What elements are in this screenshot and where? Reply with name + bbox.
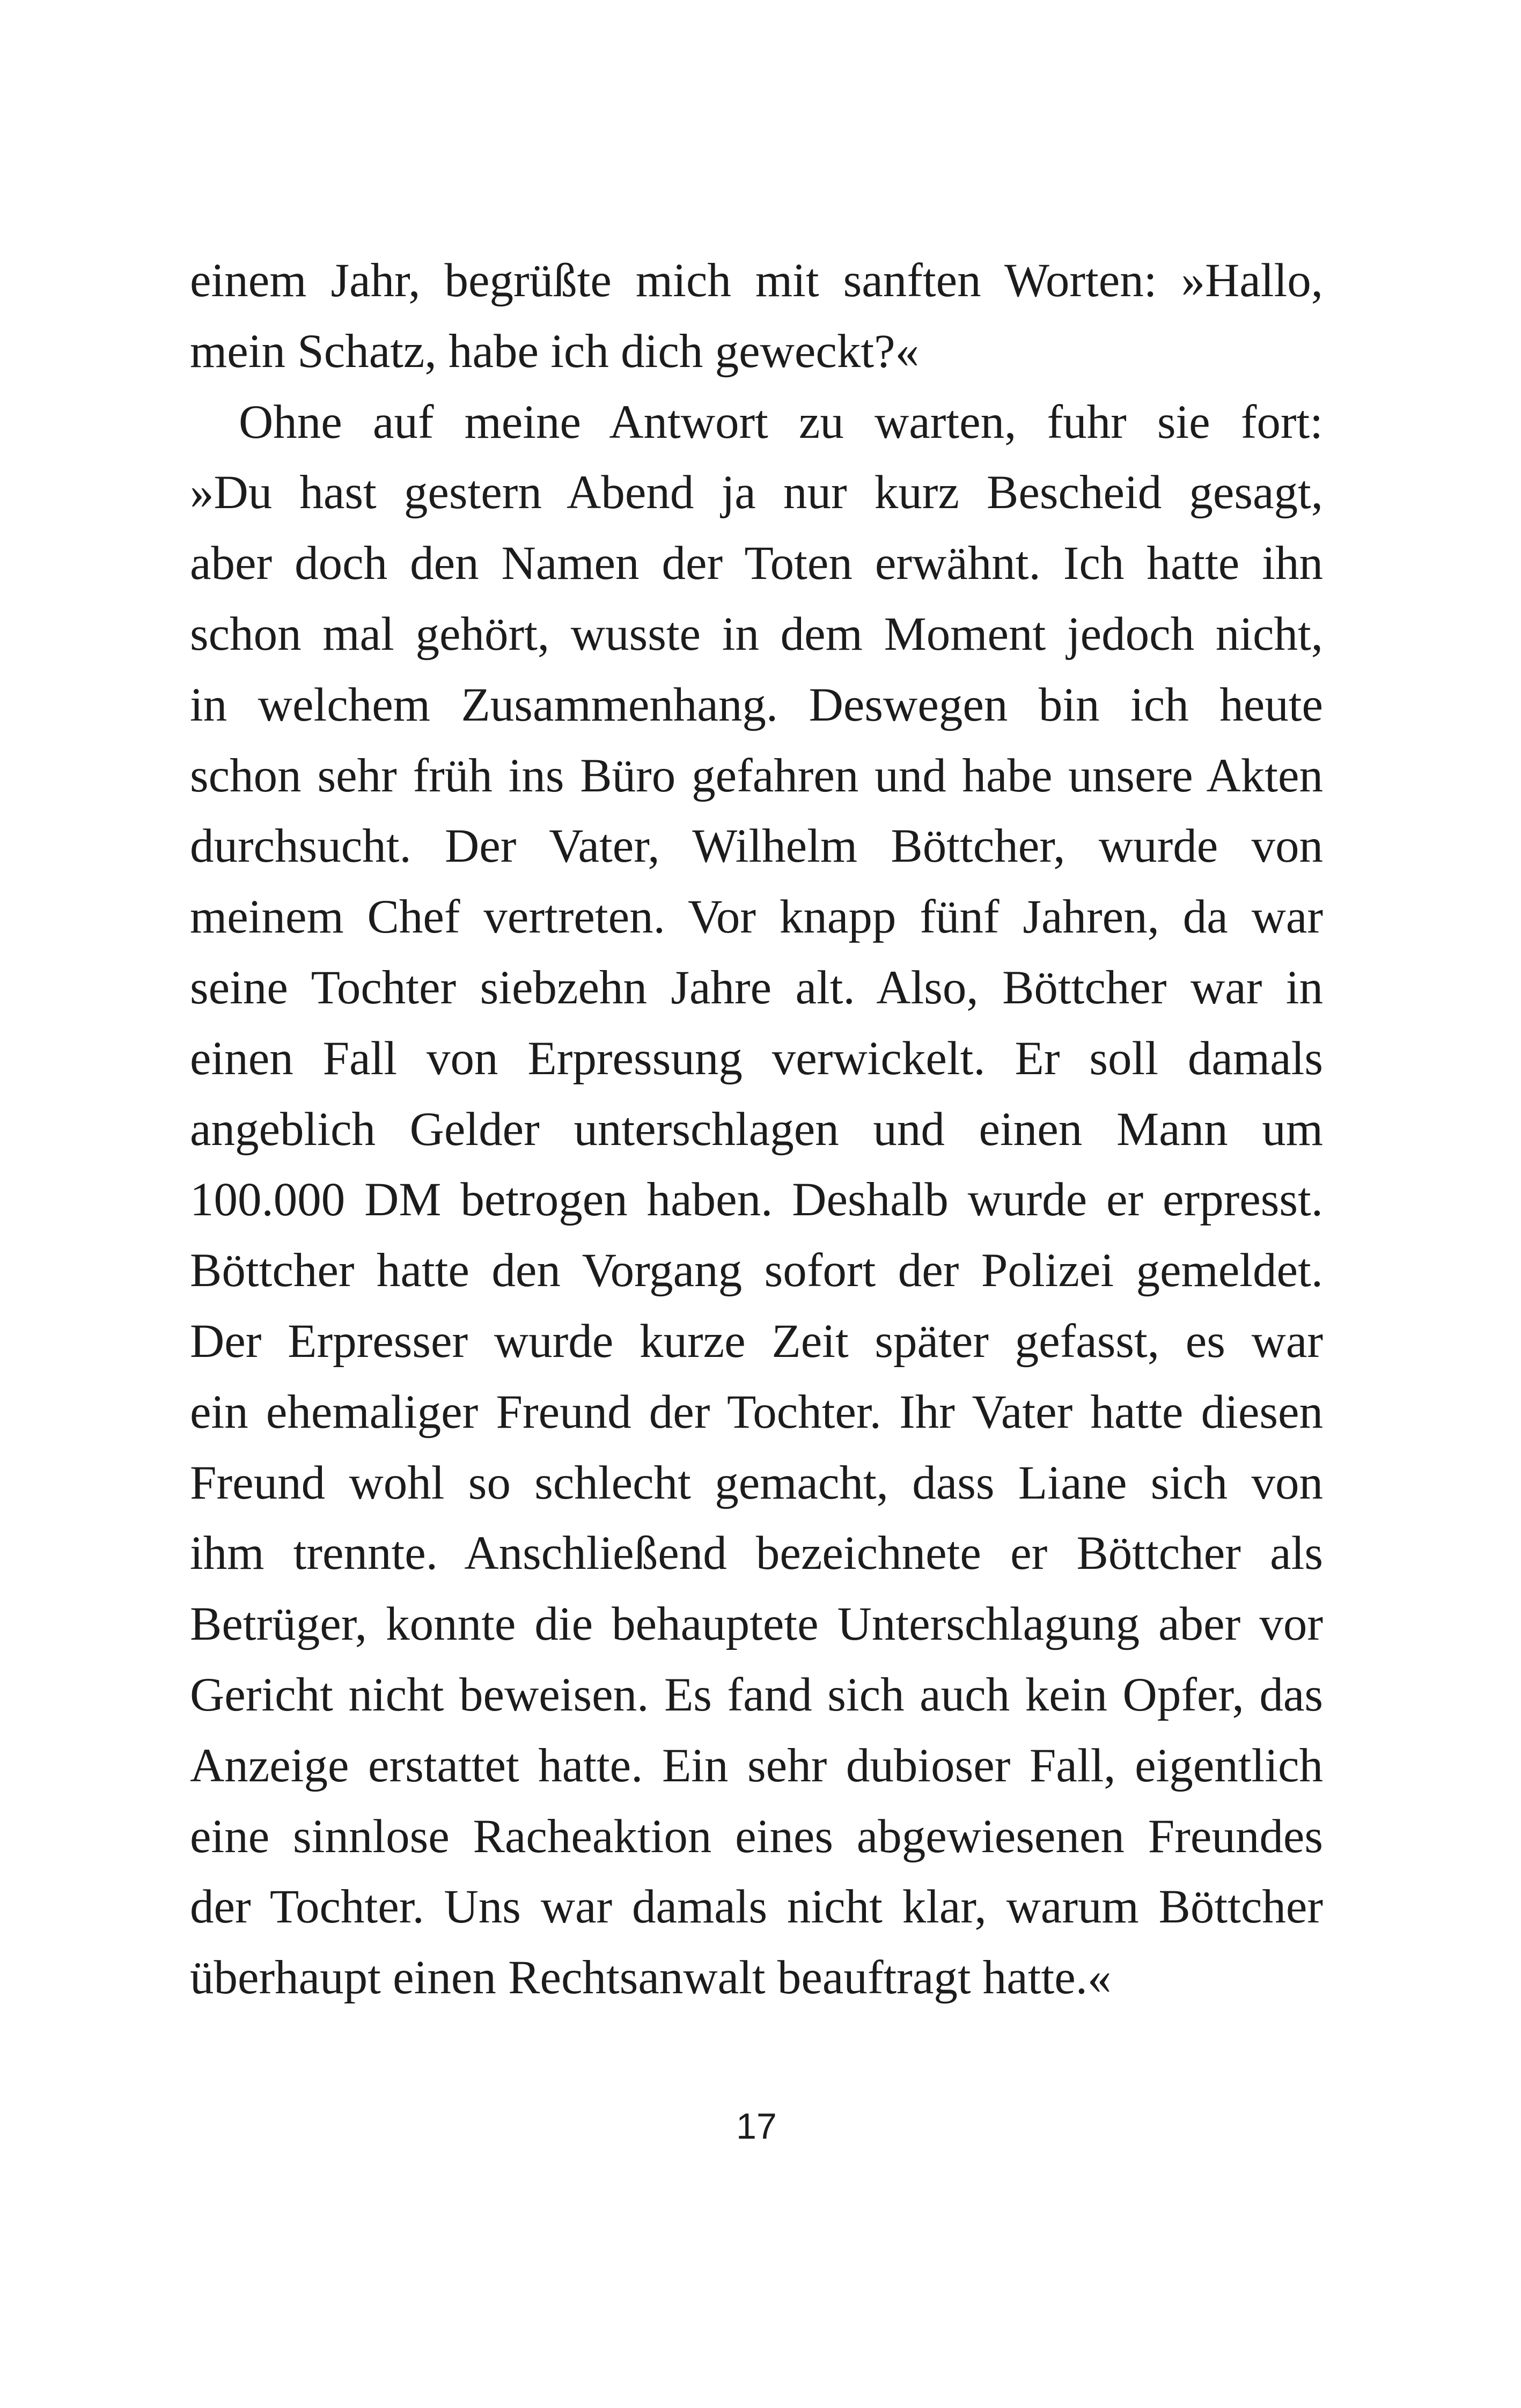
text-line: durchsucht. Der Vater, Wilhelm Böttcher, wurde von <box>190 820 1323 873</box>
text-line: schon sehr früh ins Büro gefahren und habe unsere Akten <box>190 749 1323 802</box>
text-line: überhaupt einen Rechtsanwalt beauftragt hatte.« <box>190 1951 1112 2005</box>
text-line: mein Schatz, habe ich dich geweckt?« <box>190 325 920 378</box>
body-text <box>190 246 1323 2014</box>
text-line: ihm trennte. Anschließend bezeichnete er Böttcher als <box>190 1527 1323 1580</box>
text-line: aber doch den Namen der Toten erwähnt. Ich hatte ihn <box>190 537 1323 590</box>
text-line: seine Tochter siebzehn Jahre alt. Also, Böttcher war in <box>190 961 1323 1014</box>
text-line: Freund wohl so schlecht gemacht, dass Liane sich von <box>190 1456 1323 1509</box>
text-line: der Tochter. Uns war damals nicht klar, warum Böttcher <box>190 1881 1323 1934</box>
text-line: ein ehemaliger Freund der Tochter. Ihr Vater hatte diesen <box>190 1385 1323 1438</box>
text-line: Gericht nicht beweisen. Es fand sich auch kein Opfer, das <box>190 1668 1323 1721</box>
text-line: Anzeige erstattet hatte. Ein sehr dubioser Fall, eigentlich <box>190 1739 1323 1792</box>
text-line: angeblich Gelder unterschlagen und einen Mann um <box>190 1103 1323 1156</box>
text-line: schon mal gehört, wusste in dem Moment jedoch nicht, <box>190 607 1323 660</box>
text-line: Ohne auf meine Antwort zu warten, fuhr sie fort: <box>239 395 1323 449</box>
text-line: Der Erpresser wurde kurze Zeit später gefasst, es war <box>190 1315 1323 1368</box>
text-line: einem Jahr, begrüßte mich mit sanften Worten: »Hallo, <box>190 254 1323 307</box>
text-line: Betrüger, konnte die behauptete Unterschlagung aber vor <box>190 1598 1323 1651</box>
page-number: 17 <box>736 2106 777 2147</box>
text-line: Böttcher hatte den Vorgang sofort der Polizei gemeldet. <box>190 1244 1323 1297</box>
paragraph <box>190 387 1323 2014</box>
text-line: »Du hast gestern Abend ja nur kurz Bescheid gesagt, <box>190 466 1323 519</box>
text-line: eine sinnlose Racheaktion eines abgewiesenen Freundes <box>190 1810 1323 1863</box>
text-line: 100.000 DM betrogen haben. Deshalb wurde er erpresst. <box>190 1173 1323 1227</box>
paragraph <box>190 246 1323 387</box>
text-line: in welchem Zusammenhang. Deswegen bin ich heute <box>190 678 1323 731</box>
text-line: meinem Chef vertreten. Vor knapp fünf Jahren, da war <box>190 891 1323 944</box>
text-line: einen Fall von Erpressung verwickelt. Er soll damals <box>190 1032 1323 1085</box>
